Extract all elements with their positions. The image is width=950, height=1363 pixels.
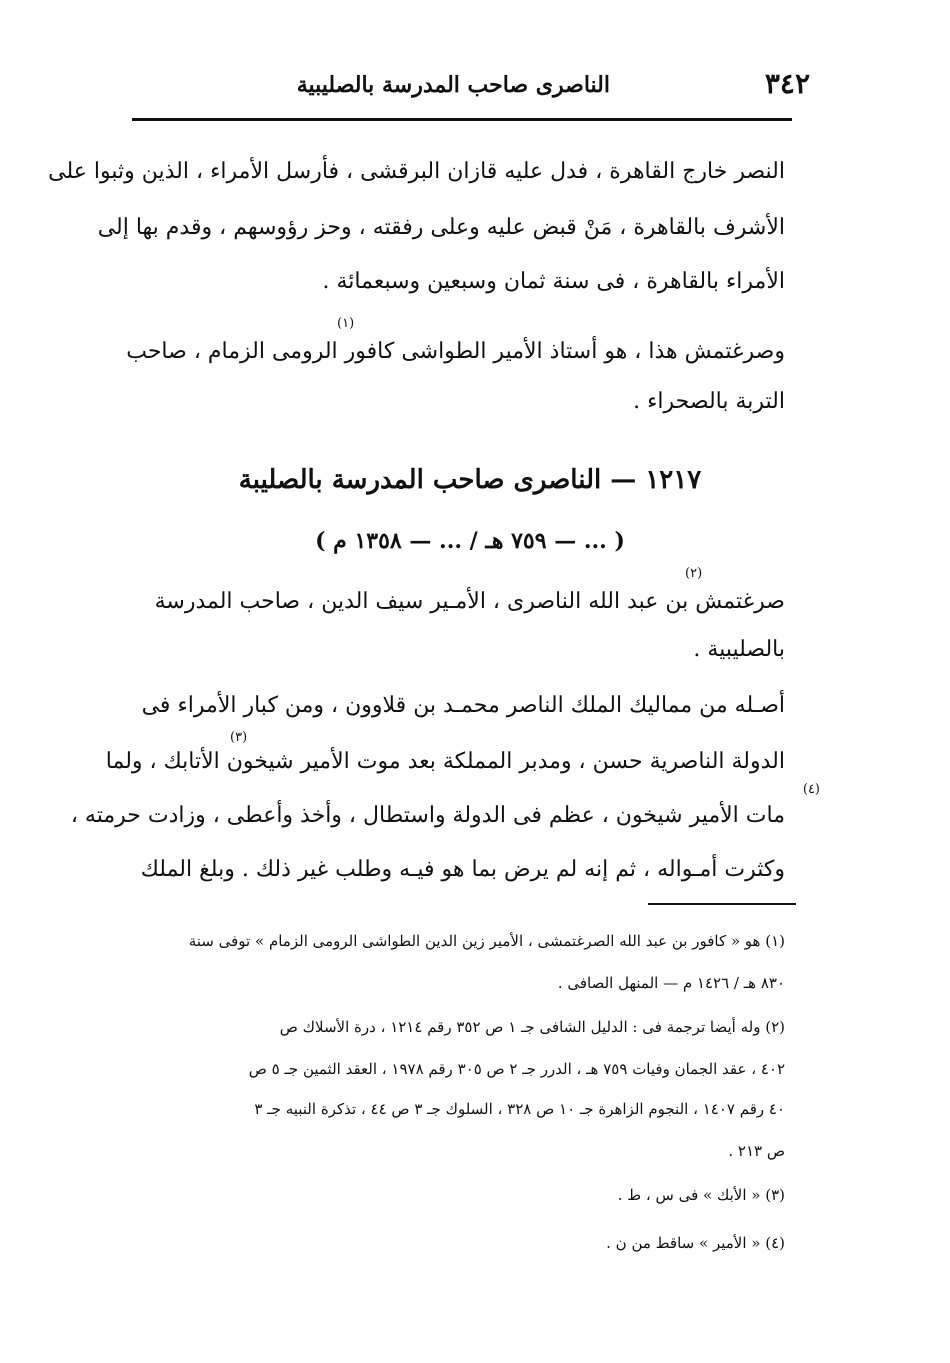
footnote-1-line2: ٨٣٠ هـ / ١٤٢٦ م — المنهل الصافى . <box>557 974 785 992</box>
para3-line2: بالصليبية . <box>693 637 785 662</box>
para1-line1: النصر خارج القاهرة ، فدل عليه قازان البرقشى ، فأرسل الأمراء ، الذين وثبوا على <box>48 159 785 184</box>
para2-line1: وصرغتمش هذا ، هو أستاذ الأمير الطواشى كافور الرومى الزمام ، صاحب <box>126 339 785 364</box>
footnote-1-line1: (١) هو « كافور بن عبد الله الصرغتمشى ، الأمير زين الدين الطواشى الرومى الزمام » توفى سنة <box>188 932 785 950</box>
page-number: ٣٤٢ <box>764 67 810 100</box>
footnote-2-line1: (٢) وله أيضا ترجمة فى : الدليل الشافى جـ ١ ص ٣٥٢ رقم ١٢١٤ ، درة الأسلاك ص <box>279 1018 785 1036</box>
para4-line3: مات الأمير شيخون ، عظم فى الدولة واستطال ، وأخذ وأعطى ، وزادت حرمته ، <box>70 803 785 828</box>
footnote-mark-1: (١) <box>337 316 355 331</box>
para3-line1: صرغتمش بن عبد الله الناصرى ، الأمـير سيف الدين ، صاحب المدرسة <box>154 589 785 614</box>
footnote-2-line4: ص ٢١٣ . <box>728 1142 785 1160</box>
footnote-rule <box>648 903 796 905</box>
para1-line2: الأشرف بالقاهرة ، مَنْ قبض عليه وعلى رفقته ، وحز رؤوسهم ، وقدم بها إلى <box>97 215 785 240</box>
entry-dates: ( ... — ٧٥٩ هـ / ... — ١٣٥٨ م ) <box>315 528 625 554</box>
footnote-2-line3: ٤٠ رقم ١٤٠٧ ، النجوم الزاهرة جـ ١٠ ص ٣٢٨ ، السلوك جـ ٣ ص ٤٤ ، تذكرة النبيه جـ ٣ <box>254 1100 785 1118</box>
footnote-mark-4: (٤) <box>802 782 820 797</box>
footnote-mark-2: (٢) <box>685 566 703 581</box>
entry-title: ١٢١٧ — الناصرى صاحب المدرسة بالصليبة <box>238 465 702 495</box>
header-rule <box>132 118 792 121</box>
footnote-2-line2: ٤٠٢ ، عقد الجمان وفيات ٧٥٩ هـ ، الدرر جـ ٢ ص ٣٠٥ رقم ١٩٧٨ ، العقد الثمين جـ ٥ ص <box>248 1060 785 1078</box>
para2-line2: التربة بالصحراء . <box>633 389 785 414</box>
footnote-3: (٣) « الأبك » فى س ، ط . <box>617 1186 785 1204</box>
para1-line3: الأمراء بالقاهرة ، فى سنة ثمان وسبعين وسبعمائة . <box>322 269 785 294</box>
footnote-mark-3: (٣) <box>230 730 248 745</box>
running-title: الناصرى صاحب المدرسة بالصليبية <box>296 72 610 98</box>
para4-line4: وكثرت أمـواله ، ثم إنه لم يرض بما هو فيـه وطلب غير ذلك . وبلغ الملك <box>140 857 785 882</box>
footnote-4: (٤) « الأمير » ساقط من ن . <box>606 1234 785 1252</box>
para4-line2: الدولة الناصرية حسن ، ومدبر المملكة بعد موت الأمير شيخون الأتابك ، ولما <box>105 749 785 774</box>
para4-line1: أصـله من مماليك الملك الناصر محمـد بن قلاوون ، ومن كبار الأمراء فى <box>141 693 785 718</box>
